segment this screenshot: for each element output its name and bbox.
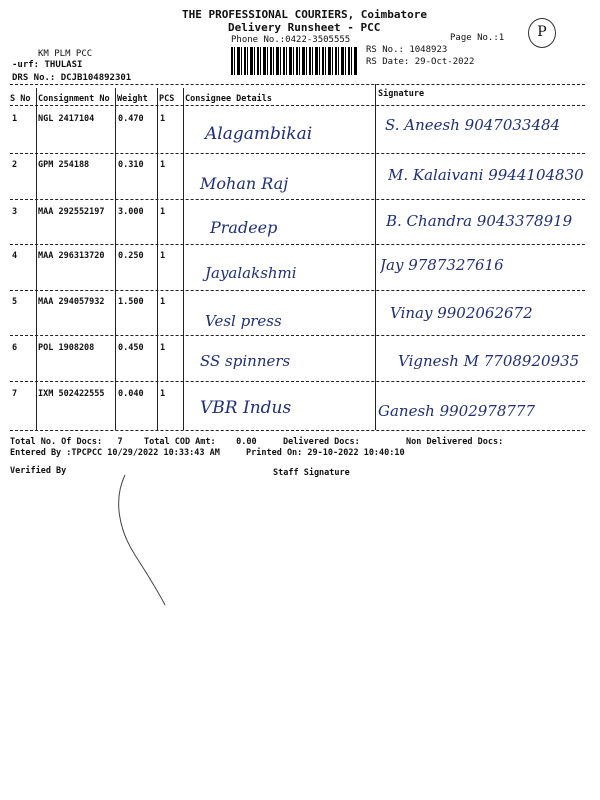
header-pcs: PCS bbox=[159, 94, 175, 104]
row-sno: 3 bbox=[12, 207, 18, 217]
row-consignment: NGL 2417104 bbox=[38, 114, 95, 124]
total-docs: Total No. Of Docs: 7 bbox=[10, 437, 123, 447]
row-consignment: MAA 296313720 bbox=[38, 251, 105, 261]
row-weight: 1.500 bbox=[118, 297, 144, 307]
row-consignee-handwritten: Alagambikai bbox=[205, 124, 313, 144]
company-name: THE PROFESSIONAL COURIERS, Coimbatore bbox=[182, 8, 428, 21]
drs-number: DRS No.: DCJB104892301 bbox=[12, 73, 132, 83]
phone-number: Phone No.:0422-3505555 bbox=[231, 35, 351, 45]
header-weight: Weight bbox=[117, 94, 148, 104]
header-signature: Signature bbox=[378, 89, 425, 99]
row-signature: Vignesh M 7708920935 bbox=[398, 352, 580, 370]
row-sno: 7 bbox=[12, 389, 18, 399]
row-rule bbox=[10, 244, 585, 245]
delivered-docs: Delivered Docs: bbox=[283, 437, 360, 447]
row-weight: 0.470 bbox=[118, 114, 144, 124]
row-consignment: MAA 294057932 bbox=[38, 297, 105, 307]
row-weight: 0.250 bbox=[118, 251, 144, 261]
col-divider bbox=[157, 88, 158, 430]
row-signature: Jay 9787327616 bbox=[380, 256, 504, 274]
row-sno: 4 bbox=[12, 251, 18, 261]
row-consignee-handwritten: Mohan Raj bbox=[200, 174, 289, 193]
row-signature: Vinay 9902062672 bbox=[390, 304, 533, 322]
barcode bbox=[231, 47, 357, 75]
row-consignee-handwritten: Pradeep bbox=[210, 218, 278, 237]
header-consignee: Consignee Details bbox=[185, 94, 272, 104]
entered-by: Entered By :TPCPCC 10/29/2022 10:33:43 AM bbox=[10, 448, 220, 458]
row-weight: 3.000 bbox=[118, 207, 144, 217]
row-consignee-handwritten: Vesl press bbox=[205, 312, 282, 330]
col-divider bbox=[36, 88, 37, 430]
table-bottom-rule bbox=[10, 430, 585, 431]
staff-signature-label: Staff Signature bbox=[273, 468, 350, 478]
row-sno: 2 bbox=[12, 160, 18, 170]
printed-on: Printed On: 29-10-2022 10:40:10 bbox=[246, 448, 405, 458]
row-rule bbox=[10, 381, 585, 382]
row-pcs: 1 bbox=[160, 251, 166, 261]
staff-name: -urf: THULASI bbox=[12, 60, 83, 70]
col-divider bbox=[375, 84, 376, 430]
row-sno: 1 bbox=[12, 114, 18, 124]
row-signature: M. Kalaivani 9944104830 bbox=[388, 166, 584, 184]
table-header-rule bbox=[10, 105, 585, 106]
row-weight: 0.040 bbox=[118, 389, 144, 399]
row-sno: 5 bbox=[12, 297, 18, 307]
row-sno: 6 bbox=[12, 343, 18, 353]
row-consignee-handwritten: VBR Indus bbox=[200, 398, 292, 418]
row-signature: B. Chandra 9043378919 bbox=[386, 212, 573, 230]
header-consignment: Consignment No bbox=[38, 94, 110, 104]
row-rule bbox=[10, 290, 585, 291]
header-sno: S No bbox=[10, 94, 31, 104]
col-divider bbox=[183, 88, 184, 430]
runsheet-title: Delivery Runsheet - PCC bbox=[228, 21, 381, 34]
row-weight: 0.450 bbox=[118, 343, 144, 353]
total-cod-amount: Total COD Amt: 0.00 bbox=[144, 437, 257, 447]
row-consignment: MAA 292552197 bbox=[38, 207, 105, 217]
branch-name: KM PLM PCC bbox=[38, 49, 93, 59]
rs-date: RS Date: 29-Oct-2022 bbox=[366, 57, 475, 67]
col-divider bbox=[115, 88, 116, 430]
verified-by-label: Verified By bbox=[10, 466, 67, 476]
row-pcs: 1 bbox=[160, 207, 166, 217]
row-consignment: GPM 254188 bbox=[38, 160, 90, 170]
page-number: Page No.:1 bbox=[450, 33, 505, 43]
row-pcs: 1 bbox=[160, 114, 166, 124]
row-consignee-handwritten: SS spinners bbox=[200, 352, 291, 370]
row-consignment: IXM 502422555 bbox=[38, 389, 105, 399]
row-consignment: POL 1908208 bbox=[38, 343, 95, 353]
pen-stroke bbox=[105, 470, 175, 610]
row-pcs: 1 bbox=[160, 160, 166, 170]
table-top-rule bbox=[10, 84, 585, 85]
row-weight: 0.310 bbox=[118, 160, 144, 170]
row-pcs: 1 bbox=[160, 389, 166, 399]
row-pcs: 1 bbox=[160, 297, 166, 307]
row-rule bbox=[10, 335, 585, 336]
non-delivered-docs: Non Delivered Docs: bbox=[406, 437, 504, 447]
row-consignee-handwritten: Jayalakshmi bbox=[205, 264, 297, 282]
row-pcs: 1 bbox=[160, 343, 166, 353]
corner-handwritten-mark: P bbox=[528, 18, 556, 48]
rs-number: RS No.: 1048923 bbox=[366, 45, 448, 55]
row-signature: Ganesh 9902978777 bbox=[378, 402, 536, 420]
row-signature: S. Aneesh 9047033484 bbox=[385, 116, 561, 134]
row-rule bbox=[10, 199, 585, 200]
row-rule bbox=[10, 153, 585, 154]
